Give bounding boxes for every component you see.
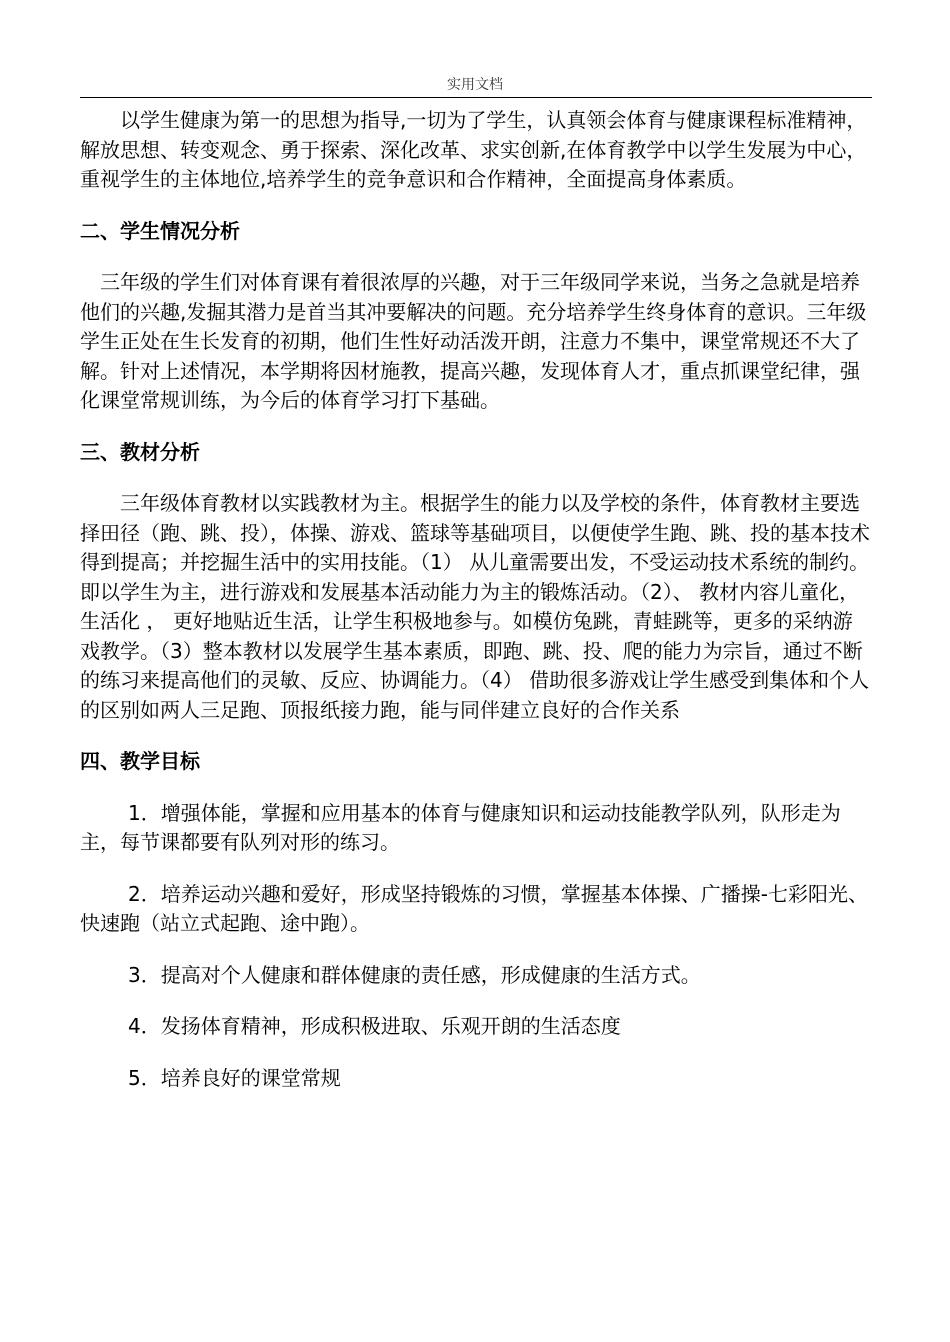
section-heading-student-analysis: 二、学生情况分析: [80, 218, 240, 243]
document-body: [80, 106, 872, 1093]
page-header: 实用文档: [447, 77, 503, 93]
teaching-goal-item: 5．培养良好的课堂常规: [128, 1065, 341, 1090]
teaching-goal-item: 2．培养运动兴趣和爱好，形成坚持锻炼的习惯，掌握基本体操、广播操-七彩阳光、快速跑（站立式起跑、途中跑）。: [80, 881, 868, 935]
teaching-goal-item: 1．增强体能，掌握和应用基本的体育与健康知识和运动技能教学队列，队形走为主，每节课都要有队列对形的练习。: [80, 800, 841, 854]
section-heading-textbook-analysis: 三、教材分析: [80, 439, 200, 464]
textbook-analysis-paragraph: 三年级体育教材以实践教材为主。根据学生的能力以及学校的条件，体育教材主要选择田径（跑、跳、投），体操、游戏、篮球等基础项目，以便使学生跑、跳、投的基本技术得到提高；并挖掘生活中的实用技能。（1） 从儿童需要出发，不受运动技术系统的制约。即以学生为主，进行游戏和发展基本活动能力为主的锻炼活动。（2）、 教材内容儿童化，生活化 ， 更好地贴近生活，让学生积极地参与。如模仿兔跳，青蛙跳等，更多的采纳游戏教学。（3）整本教材以发展学生基本素质，即跑、跳、投、爬的能力为宗旨，通过不断的练习来提高他们的灵敏、反应、协调能力。（4） 借助很多游戏让学生感受到集体和个人的区别如两人三足跑、顶报纸接力跑，能与同伴建立良好的合作关系: [80, 491, 870, 722]
student-analysis-paragraph: 三年级的学生们对体育课有着很浓厚的兴趣，对于三年级同学来说，当务之急就是培养他们的兴趣,发掘其潜力是首当其冲要解决的问题。充分培养学生终身体育的意识。三年级学生正处在生长发育的初期，他们生性好动活泼开朗，注意力不集中，课堂常规还不大了解。针对上述情况，本学期将因材施教，提高兴趣，发现体育人才，重点抓课堂纪律，强化课堂常规训练，为今后的体育学习打下基础。: [80, 270, 867, 412]
teaching-goal-item: 3．提高对个人健康和群体健康的责任感，形成健康的生活方式。: [128, 962, 701, 987]
teaching-goal-item: 4．发扬体育精神，形成积极进取、乐观开朗的生活态度: [128, 1014, 621, 1038]
section-heading-teaching-goals: 四、教学目标: [80, 749, 200, 773]
intro-paragraph: 以学生健康为第一的思想为指导,一切为了学生，认真领会体育与健康课程标准精神，解放思想、转变观念、勇于探索、深化改革、求实创新,在体育教学中以学生发展为中心，重视学生的主体地位,培养学生的竞争意识和合作精神，全面提高身体素质。: [80, 108, 867, 191]
header-divider: [80, 97, 872, 98]
